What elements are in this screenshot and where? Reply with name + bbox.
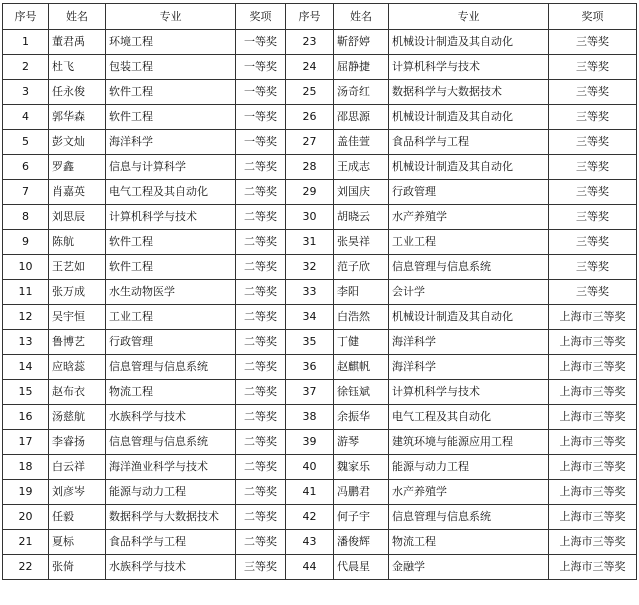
cell-major: 包装工程: [106, 55, 236, 80]
cell-index: 2: [3, 55, 49, 80]
cell-major: 工业工程: [389, 230, 549, 255]
cell-major: 信息管理与信息系统: [106, 355, 236, 380]
cell-index: 21: [3, 530, 49, 555]
cell-major: 水生动物医学: [106, 280, 236, 305]
cell-name: 刘彦岑: [49, 480, 106, 505]
cell-award: 一等奖: [236, 30, 286, 55]
cell-award: 二等奖: [236, 355, 286, 380]
cell-name: 任毅: [49, 505, 106, 530]
cell-name: 冯鹏君: [334, 480, 389, 505]
cell-major: 软件工程: [106, 255, 236, 280]
cell-major: 电气工程及其自动化: [389, 405, 549, 430]
cell-major: 物流工程: [389, 530, 549, 555]
cell-name: 余振华: [334, 405, 389, 430]
cell-major: 建筑环境与能源应用工程: [389, 430, 549, 455]
cell-major: 食品科学与工程: [389, 130, 549, 155]
cell-award: 二等奖: [236, 405, 286, 430]
cell-name: 彭文灿: [49, 130, 106, 155]
cell-name: 范子欣: [334, 255, 389, 280]
table-row: [3, 105, 637, 130]
cell-index: 4: [3, 105, 49, 130]
cell-name: 丁健: [334, 330, 389, 355]
cell-name: 李睿扬: [49, 430, 106, 455]
table-row: [3, 455, 637, 480]
table-row: [3, 30, 637, 55]
cell-award: 一等奖: [236, 80, 286, 105]
award-table: [2, 3, 637, 580]
cell-major: 海洋科学: [389, 355, 549, 380]
cell-award: 二等奖: [236, 180, 286, 205]
cell-index: 15: [3, 380, 49, 405]
cell-major: 机械设计制造及其自动化: [389, 30, 549, 55]
cell-award: 三等奖: [549, 155, 637, 180]
cell-award: 二等奖: [236, 255, 286, 280]
cell-name: 罗鑫: [49, 155, 106, 180]
cell-major: 环境工程: [106, 30, 236, 55]
cell-award: 二等奖: [236, 505, 286, 530]
cell-major: 金融学: [389, 555, 549, 580]
cell-award: 二等奖: [236, 330, 286, 355]
cell-major: 软件工程: [106, 230, 236, 255]
table-row: [3, 180, 637, 205]
cell-index: 20: [3, 505, 49, 530]
table-row: [3, 505, 637, 530]
cell-major: 能源与动力工程: [389, 455, 549, 480]
cell-award: 一等奖: [236, 130, 286, 155]
table-row: [3, 555, 637, 580]
cell-index: 18: [3, 455, 49, 480]
cell-award: 二等奖: [236, 280, 286, 305]
cell-major: 计算机科学与技术: [106, 205, 236, 230]
cell-award: 三等奖: [549, 55, 637, 80]
cell-award: 三等奖: [549, 205, 637, 230]
cell-index: 27: [286, 130, 334, 155]
cell-award: 三等奖: [549, 105, 637, 130]
table-row: [3, 130, 637, 155]
table-row: [3, 230, 637, 255]
cell-award: 一等奖: [236, 55, 286, 80]
cell-index: 17: [3, 430, 49, 455]
cell-award: 上海市三等奖: [549, 530, 637, 555]
cell-index: 6: [3, 155, 49, 180]
cell-name: 靳舒婷: [334, 30, 389, 55]
cell-name: 魏家乐: [334, 455, 389, 480]
table-row: [3, 80, 637, 105]
cell-index: 38: [286, 405, 334, 430]
cell-major: 行政管理: [389, 180, 549, 205]
cell-major: 能源与动力工程: [106, 480, 236, 505]
cell-major: 行政管理: [106, 330, 236, 355]
table-row: [3, 330, 637, 355]
cell-award: 三等奖: [549, 80, 637, 105]
cell-index: 43: [286, 530, 334, 555]
table-row: [3, 380, 637, 405]
cell-index: 44: [286, 555, 334, 580]
header-index: 序号: [286, 4, 334, 30]
header-row: [3, 4, 637, 30]
cell-major: 电气工程及其自动化: [106, 180, 236, 205]
cell-major: 软件工程: [106, 80, 236, 105]
cell-award: 上海市三等奖: [549, 305, 637, 330]
cell-major: 信息与计算科学: [106, 155, 236, 180]
cell-index: 34: [286, 305, 334, 330]
cell-name: 李阳: [334, 280, 389, 305]
cell-award: 三等奖: [549, 130, 637, 155]
cell-award: 二等奖: [236, 455, 286, 480]
cell-award: 上海市三等奖: [549, 380, 637, 405]
cell-name: 郭华森: [49, 105, 106, 130]
cell-award: 三等奖: [549, 255, 637, 280]
cell-major: 食品科学与工程: [106, 530, 236, 555]
cell-index: 33: [286, 280, 334, 305]
cell-award: 上海市三等奖: [549, 405, 637, 430]
cell-index: 3: [3, 80, 49, 105]
cell-index: 36: [286, 355, 334, 380]
cell-major: 海洋科学: [106, 130, 236, 155]
cell-award: 一等奖: [236, 105, 286, 130]
table-row: [3, 405, 637, 430]
cell-index: 13: [3, 330, 49, 355]
cell-major: 机械设计制造及其自动化: [389, 155, 549, 180]
cell-major: 水产养殖学: [389, 205, 549, 230]
cell-name: 白浩然: [334, 305, 389, 330]
cell-award: 二等奖: [236, 530, 286, 555]
cell-major: 计算机科学与技术: [389, 55, 549, 80]
cell-name: 肖嘉英: [49, 180, 106, 205]
table-row: [3, 305, 637, 330]
cell-major: 机械设计制造及其自动化: [389, 305, 549, 330]
cell-name: 徐钰斌: [334, 380, 389, 405]
cell-index: 12: [3, 305, 49, 330]
cell-award: 二等奖: [236, 155, 286, 180]
cell-award: 三等奖: [549, 230, 637, 255]
header-major: 专业: [389, 4, 549, 30]
table-row: [3, 55, 637, 80]
cell-name: 汤慈航: [49, 405, 106, 430]
cell-award: 三等奖: [236, 555, 286, 580]
cell-major: 计算机科学与技术: [389, 380, 549, 405]
cell-index: 29: [286, 180, 334, 205]
header-name: 姓名: [334, 4, 389, 30]
cell-index: 40: [286, 455, 334, 480]
cell-major: 数据科学与大数据技术: [106, 505, 236, 530]
table-row: [3, 480, 637, 505]
cell-name: 杜飞: [49, 55, 106, 80]
table-row: [3, 205, 637, 230]
cell-award: 二等奖: [236, 430, 286, 455]
cell-name: 张昊祥: [334, 230, 389, 255]
cell-award: 上海市三等奖: [549, 480, 637, 505]
cell-name: 潘俊辉: [334, 530, 389, 555]
cell-name: 鲁博艺: [49, 330, 106, 355]
cell-index: 24: [286, 55, 334, 80]
cell-name: 张倚: [49, 555, 106, 580]
cell-award: 上海市三等奖: [549, 355, 637, 380]
cell-index: 41: [286, 480, 334, 505]
table-row: [3, 530, 637, 555]
cell-index: 39: [286, 430, 334, 455]
cell-index: 23: [286, 30, 334, 55]
cell-index: 28: [286, 155, 334, 180]
cell-award: 三等奖: [549, 280, 637, 305]
cell-award: 二等奖: [236, 380, 286, 405]
cell-name: 任永俊: [49, 80, 106, 105]
cell-index: 22: [3, 555, 49, 580]
cell-index: 5: [3, 130, 49, 155]
cell-award: 上海市三等奖: [549, 330, 637, 355]
cell-name: 王艺如: [49, 255, 106, 280]
cell-award: 上海市三等奖: [549, 505, 637, 530]
cell-award: 二等奖: [236, 480, 286, 505]
cell-major: 会计学: [389, 280, 549, 305]
cell-index: 16: [3, 405, 49, 430]
cell-index: 7: [3, 180, 49, 205]
cell-major: 工业工程: [106, 305, 236, 330]
cell-name: 吴宇恒: [49, 305, 106, 330]
cell-name: 刘国庆: [334, 180, 389, 205]
cell-major: 水族科学与技术: [106, 555, 236, 580]
cell-name: 盖佳萱: [334, 130, 389, 155]
cell-name: 赵麒帆: [334, 355, 389, 380]
cell-index: 35: [286, 330, 334, 355]
table-row: [3, 155, 637, 180]
cell-major: 机械设计制造及其自动化: [389, 105, 549, 130]
cell-index: 42: [286, 505, 334, 530]
cell-major: 物流工程: [106, 380, 236, 405]
cell-name: 董君禹: [49, 30, 106, 55]
cell-award: 三等奖: [549, 180, 637, 205]
cell-index: 25: [286, 80, 334, 105]
cell-name: 白云祥: [49, 455, 106, 480]
cell-index: 19: [3, 480, 49, 505]
cell-award: 上海市三等奖: [549, 430, 637, 455]
header-name: 姓名: [49, 4, 106, 30]
cell-name: 汤奇红: [334, 80, 389, 105]
cell-index: 9: [3, 230, 49, 255]
cell-award: 上海市三等奖: [549, 555, 637, 580]
cell-name: 张万成: [49, 280, 106, 305]
cell-index: 30: [286, 205, 334, 230]
cell-major: 水产养殖学: [389, 480, 549, 505]
cell-index: 37: [286, 380, 334, 405]
header-award: 奖项: [236, 4, 286, 30]
header-index: 序号: [3, 4, 49, 30]
cell-index: 8: [3, 205, 49, 230]
cell-index: 1: [3, 30, 49, 55]
cell-index: 11: [3, 280, 49, 305]
cell-name: 应晗蕊: [49, 355, 106, 380]
table-row: [3, 430, 637, 455]
cell-name: 夏标: [49, 530, 106, 555]
cell-major: 海洋科学: [389, 330, 549, 355]
cell-name: 邵思源: [334, 105, 389, 130]
cell-major: 水族科学与技术: [106, 405, 236, 430]
cell-major: 软件工程: [106, 105, 236, 130]
cell-name: 屈静捷: [334, 55, 389, 80]
cell-index: 32: [286, 255, 334, 280]
cell-name: 胡晓云: [334, 205, 389, 230]
cell-index: 31: [286, 230, 334, 255]
cell-index: 14: [3, 355, 49, 380]
cell-name: 游琴: [334, 430, 389, 455]
cell-name: 刘思辰: [49, 205, 106, 230]
table-body: [3, 30, 637, 580]
cell-name: 王成志: [334, 155, 389, 180]
cell-name: 何子宇: [334, 505, 389, 530]
cell-award: 三等奖: [549, 30, 637, 55]
cell-award: 二等奖: [236, 305, 286, 330]
cell-index: 10: [3, 255, 49, 280]
cell-major: 信息管理与信息系统: [389, 505, 549, 530]
table-row: [3, 280, 637, 305]
cell-name: 代晨星: [334, 555, 389, 580]
cell-name: 陈航: [49, 230, 106, 255]
header-major: 专业: [106, 4, 236, 30]
cell-major: 海洋渔业科学与技术: [106, 455, 236, 480]
cell-name: 赵布衣: [49, 380, 106, 405]
cell-award: 上海市三等奖: [549, 455, 637, 480]
cell-major: 信息管理与信息系统: [106, 430, 236, 455]
table-row: [3, 355, 637, 380]
cell-award: 二等奖: [236, 230, 286, 255]
header-award: 奖项: [549, 4, 637, 30]
cell-major: 信息管理与信息系统: [389, 255, 549, 280]
cell-index: 26: [286, 105, 334, 130]
table-row: [3, 255, 637, 280]
cell-award: 二等奖: [236, 205, 286, 230]
cell-major: 数据科学与大数据技术: [389, 80, 549, 105]
